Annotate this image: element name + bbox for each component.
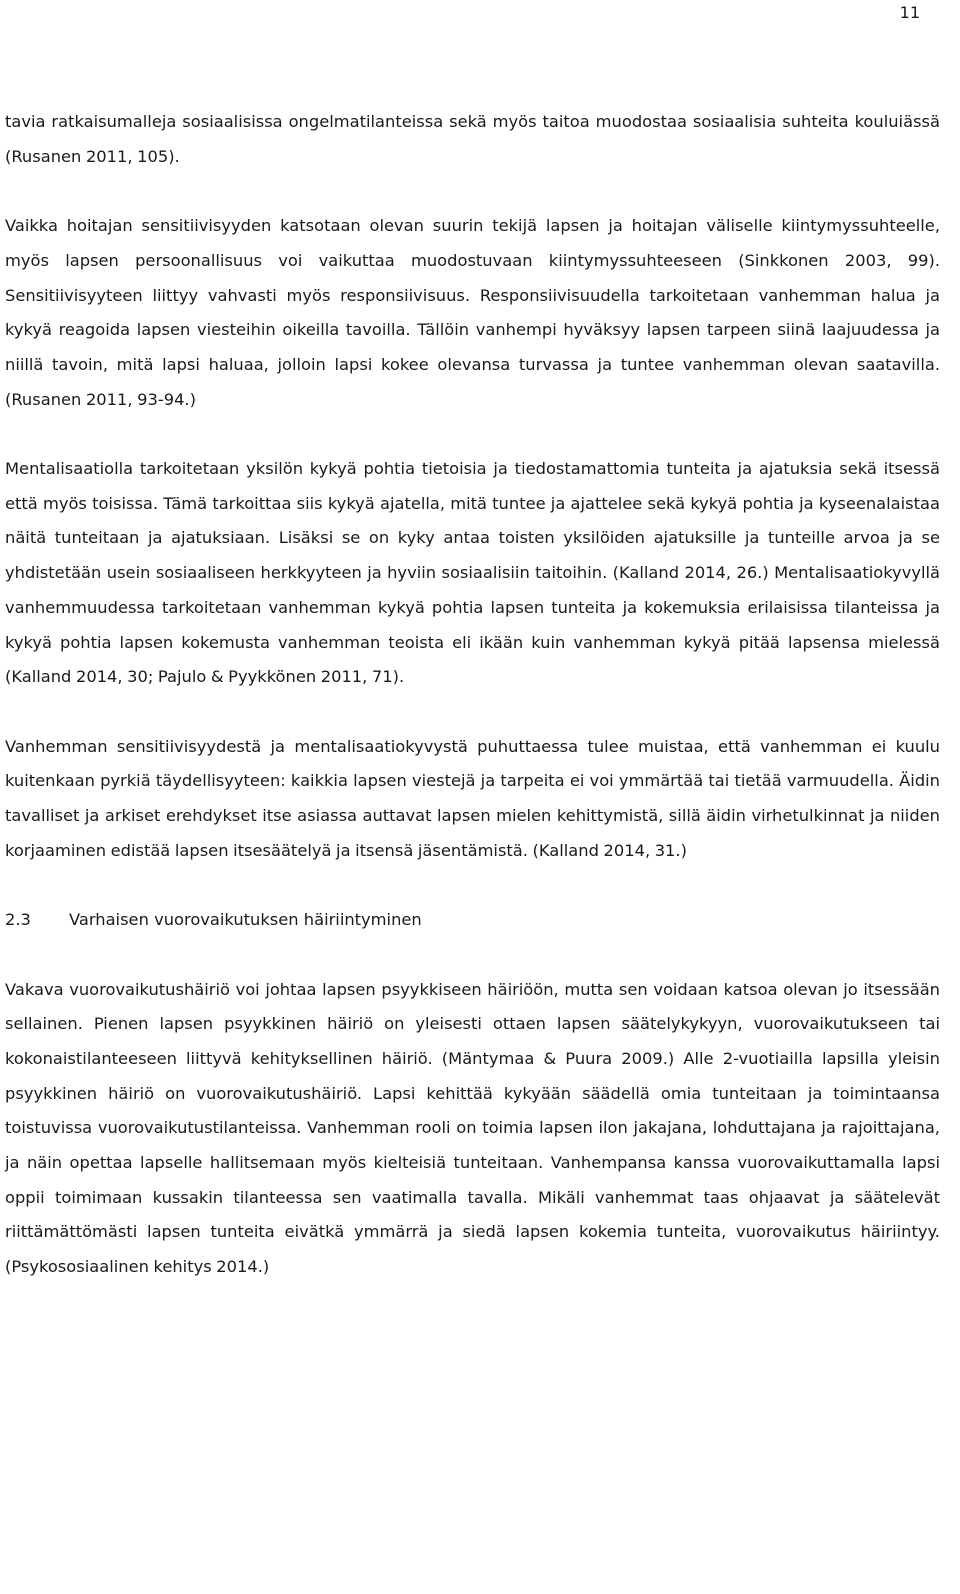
section-number: 2.3 [5, 910, 31, 930]
paragraph-gap [5, 938, 940, 973]
paragraph-interaction-disorder: Vakava vuorovaikutushäiriö voi johtaa lapsen psyykkiseen häiriöön, mutta sen voidaan katsoa olevan jo itsessään sellainen. Pienen lapsen psyykkinen häiriö on yleisesti ottaen lapsen säätelykykyyn, vuorovaikutukseen tai kokonaistilanteeseen liittyvä kehityksellinen häiriö. (Mäntymaa & Puura 2009.) Alle 2-vuotiailla lapsilla yleisin psyykkinen häiriö on vuorovaikutushäiriö. Lapsi kehittää kykyään säädellä omia tunteitaan ja toimintaansa toistuvissa vuorovaikutustilanteissa. Vanhemman rooli on toimia lapsen ilon jakajana, lohduttajana ja rajoittajana, ja näin opettaa lapselle hallitsemaan myös kielteisiä tunteitaan. Vanhempansa kanssa vuorovaikuttamalla lapsi oppii toimimaan kussakin tilanteessa sen vaatimalla tavalla. Mikäli vanhemmat taas ohjaavat ja säätelevät riittämättömästi lapsen tunteita eivätkä ymmärrä ja siedä lapsen kokemia tunteita, vuorovaikutus häiriintyy. (Psykososiaalinen kehitys 2014.) [5, 979, 940, 1277]
paragraph-imperfection: Vanhemman sensitiivisyydestä ja mentalisaatiokyvystä puhuttaessa tulee muistaa, että vanhemman ei kuulu kuitenkaan pyrkiä täydellisyyteen: kaikkia lapsen viestejä ja tarpeita ei voi ymmärtää tai tietää varmuudella. Äidin tavalliset ja arkiset erehdykset itse asiassa auttavat lapsen mielen kehittymistä, sillä äidin virhetulkinnat ja niiden korjaaminen edistää lapsen itsesäätelyä ja itsensä jäsentämistä. (Kalland 2014, 31.) [5, 736, 940, 860]
section-title: Varhaisen vuorovaikutuksen häiriintyminen [69, 910, 422, 930]
page-number: 11 [899, 3, 920, 22]
paragraph-gap [5, 695, 940, 730]
section-heading [5, 903, 940, 938]
paragraph-gap [5, 174, 940, 209]
paragraph-mentalization: Mentalisaatiolla tarkoitetaan yksilön kykyä pohtia tietoisia ja tiedostamattomia tunteita ja ajatuksia sekä itsessä että myös toisissa. Tämä tarkoittaa siis kykyä ajatella, mitä tuntee ja ajattelee sekä kykyä pohtia ja kyseenalaistaa näitä tunteitaan ja ajatuksiaan. Lisäksi se on kyky antaa toisten yksilöiden ajatuksille ja tunteille arvoa ja se yhdistetään usein sosiaaliseen herkkyyteen ja hyviin sosiaalisiin taitoihin. (Kalland 2014, 26.) Mentalisaatiokyvyllä vanhemmuudessa tarkoitetaan vanhemman kykyä pohtia lapsen tunteita ja kokemuksia erilaisissa tilanteissa ja kykyä pohtia lapsen kokemusta vanhemman teoista eli ikään kuin vanhemman kykyä pitää lapsensa mielessä (Kalland 2014, 30; Pajulo & Pyykkönen 2011, 71). [5, 459, 940, 687]
paragraph-sensitivity: Vaikka hoitajan sensitiivisyyden katsotaan olevan suurin tekijä lapsen ja hoitajan väliselle kiintymyssuhteelle, myös lapsen persoonallisuus voi vaikuttaa muodostuvaan kiintymyssuhteeseen (Sinkkonen 2003, 99). Sensitiivisyyteen liittyy vahvasti myös responsiivisuus. Responsiivisuudella tarkoitetaan vanhemman halua ja kykyä reagoida lapsen viesteihin oikeilla tavoilla. Tällöin vanhempi hyväksyy lapsen tarpeen siinä laajuudessa ja niillä tavoin, mitä lapsi haluaa, jolloin lapsi kokee olevansa turvassa ja tuntee vanhemman olevan saatavilla. (Rusanen 2011, 93-94.) [5, 216, 940, 409]
document-body [5, 105, 940, 1285]
paragraph-continuation: tavia ratkaisumalleja sosiaalisissa ongelmatilanteissa sekä myös taitoa muodostaa sosiaalisia suhteita kouluiässä (Rusanen 2011, 105). [5, 112, 940, 166]
paragraph-gap [5, 868, 940, 903]
paragraph-gap [5, 417, 940, 452]
